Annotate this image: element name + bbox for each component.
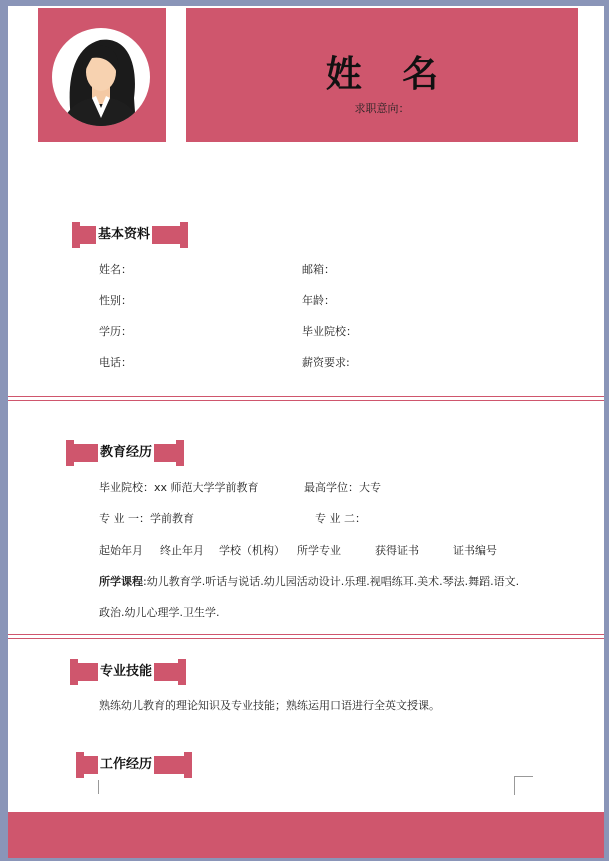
field-education: 学历： xyxy=(99,325,132,338)
section-tag-education xyxy=(66,440,184,466)
crop-mark xyxy=(98,780,99,794)
edu-school: 毕业院校：xx 师范大学学前教育 xyxy=(99,481,259,494)
edu-table-header: 终止年月 xyxy=(160,544,204,557)
resume-page xyxy=(8,6,604,858)
field-salary: 薪资要求: xyxy=(302,356,350,369)
edu-courses-cont: 政治.幼儿心理学.卫生学. xyxy=(99,606,220,619)
footer-bar xyxy=(8,812,604,858)
job-intent: 求职意向： xyxy=(354,102,410,115)
edu-table-header: 所学专业 xyxy=(297,544,341,557)
divider xyxy=(8,634,604,635)
divider xyxy=(8,638,604,639)
edu-table-header: 获得证书 xyxy=(375,544,419,557)
divider xyxy=(8,396,604,397)
field-gender: 性别： xyxy=(99,294,132,307)
edu-degree: 最高学位：大专 xyxy=(304,481,381,494)
field-name: 姓名： xyxy=(99,263,132,276)
field-email: 邮箱： xyxy=(302,263,335,276)
section-tag-work xyxy=(76,752,192,778)
candidate-name: 姓 名 xyxy=(325,54,453,95)
edu-table-header: 起始年月 xyxy=(99,544,143,557)
section-tag-skills xyxy=(70,659,186,685)
edu-table-header: 学校（机构） xyxy=(219,544,285,557)
edu-courses xyxy=(99,573,519,589)
section-title-skills: 专业技能 xyxy=(98,659,154,685)
courses-text: :幼儿教育学.听话与说话.幼儿园活动设计.乐理.视唱练耳.美术.琴法.舞蹈.语文. xyxy=(143,575,520,588)
section-title-education: 教育经历 xyxy=(98,440,154,466)
edu-major-1: 专 业 一：学前教育 xyxy=(99,512,194,525)
crop-mark xyxy=(514,776,533,795)
name-header xyxy=(186,8,578,142)
field-age: 年龄： xyxy=(302,294,335,307)
photo-frame xyxy=(38,8,166,142)
woman-avatar-icon xyxy=(52,28,150,126)
section-tag-basic xyxy=(72,222,188,248)
edu-table-header: 证书编号 xyxy=(453,544,497,557)
field-phone: 电话： xyxy=(99,356,132,369)
edu-major-2: 专 业 二： xyxy=(315,512,366,525)
field-school: 毕业院校： xyxy=(302,325,357,338)
skills-text: 熟练幼儿教育的理论知识及专业技能；熟练运用口语进行全英文授课。 xyxy=(99,699,440,712)
divider xyxy=(8,400,604,401)
section-title-basic: 基本资料 xyxy=(96,222,152,248)
courses-label: 所学课程 xyxy=(99,575,143,588)
section-title-work: 工作经历 xyxy=(98,752,154,778)
